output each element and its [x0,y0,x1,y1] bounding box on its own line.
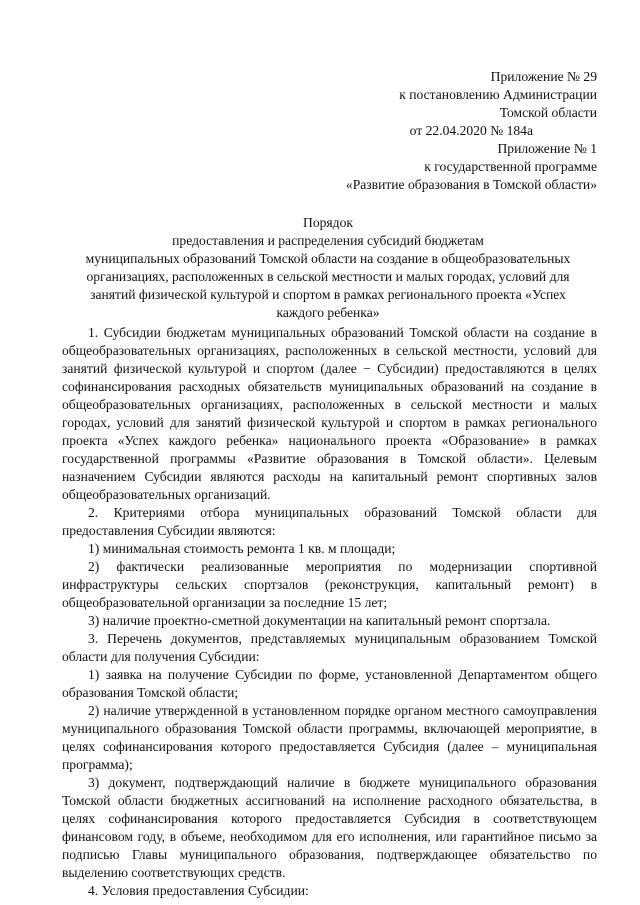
title-line: организациях, расположенных в сельской местности и малых городах, условий для [86,269,570,284]
header-line: к государственной программе [424,159,597,174]
paragraph-1: 1. Субсидии бюджетам муниципальных образований Томской области на создание в общеобразовательных организациях, расположенных в сельской местности, условий для занятий физической культурой и спортом (далее − Субсидии) предоставляются в целях софинансирования расходных обязательств муниципальных образований на создание в общеобразовательных организациях, расположенных в сельской местности и малых городах, условий для занятий физической культурой и спортом в рамках регионального проекта «Успех каждого ребенка» национального проекта «Образование» в рамках государственной программы «Развитие образования в Томской области». Целевым назначением Субсидии являются расходы на капитальный ремонт спортивных залов общеобразовательных организаций. [62,325,597,502]
header-line: Приложение № 1 [497,141,597,156]
criterion-3: 3) наличие проектно-сметной документации на капитальный ремонт спортзала. [88,613,551,628]
document-item-1: 1) заявка на получение Субсидии по форме, установленной Департаментом общего образования Томской области; [62,667,597,700]
header-line: «Развитие образования в Томской области» [345,177,597,192]
header-line: к постановлению Администрации [399,87,597,102]
document-body [62,324,597,900]
title-heading: Порядок [303,215,353,230]
title-line: муниципальных образований Томской области на создание в общеобразовательных [85,251,571,266]
header-date-line: от 22.04.2020 № 184а [409,123,533,138]
appendix-header [300,68,597,194]
criterion-2: 2) фактически реализованные мероприятия по модернизации спортивной инфраструктуры сельских спортзалов (реконструкция, капитальный ремонт) в общеобразовательной организации за последние 15 лет; [62,559,597,610]
title-line: каждого ребенка» [276,305,380,320]
document-item-2: 2) наличие утвержденной в установленном порядке органом местного самоуправления муниципального образования Томской области программы, включающей мероприятие, в целях софинансирования которого предоставляется Субсидия (далее – муниципальная программа); [62,703,597,772]
document-title [62,214,594,322]
paragraph-4: 4. Условия предоставления Субсидии: [88,883,309,898]
document-item-3: 3) документ, подтверждающий наличие в бюджете муниципального образования Томской области бюджетных ассигнований на исполнение расходного обязательства, в целях софинансирования которого предоставляется Субсидия в соответствующем финансовом году, в объеме, необходимом для его исполнения, или гарантийное письмо за подписью Главы муниципального образования, подтверждающее обязательство по выделению соответствующих средств. [62,775,597,880]
title-line: занятий физической культурой и спортом в рамках регионального проекта «Успех [90,287,566,302]
header-line: Томской области [499,105,597,120]
paragraph-2: 2. Критериями отбора муниципальных образований Томской области для предоставления Субсидии являются: [62,505,597,538]
criterion-1: 1) минимальная стоимость ремонта 1 кв. м площади; [88,541,396,556]
title-line: предоставления и распределения субсидий бюджетам [172,233,484,248]
header-line: Приложение № 29 [490,69,597,84]
paragraph-3: 3. Перечень документов, представляемых муниципальным образованием Томской области для получения Субсидии: [62,631,597,664]
